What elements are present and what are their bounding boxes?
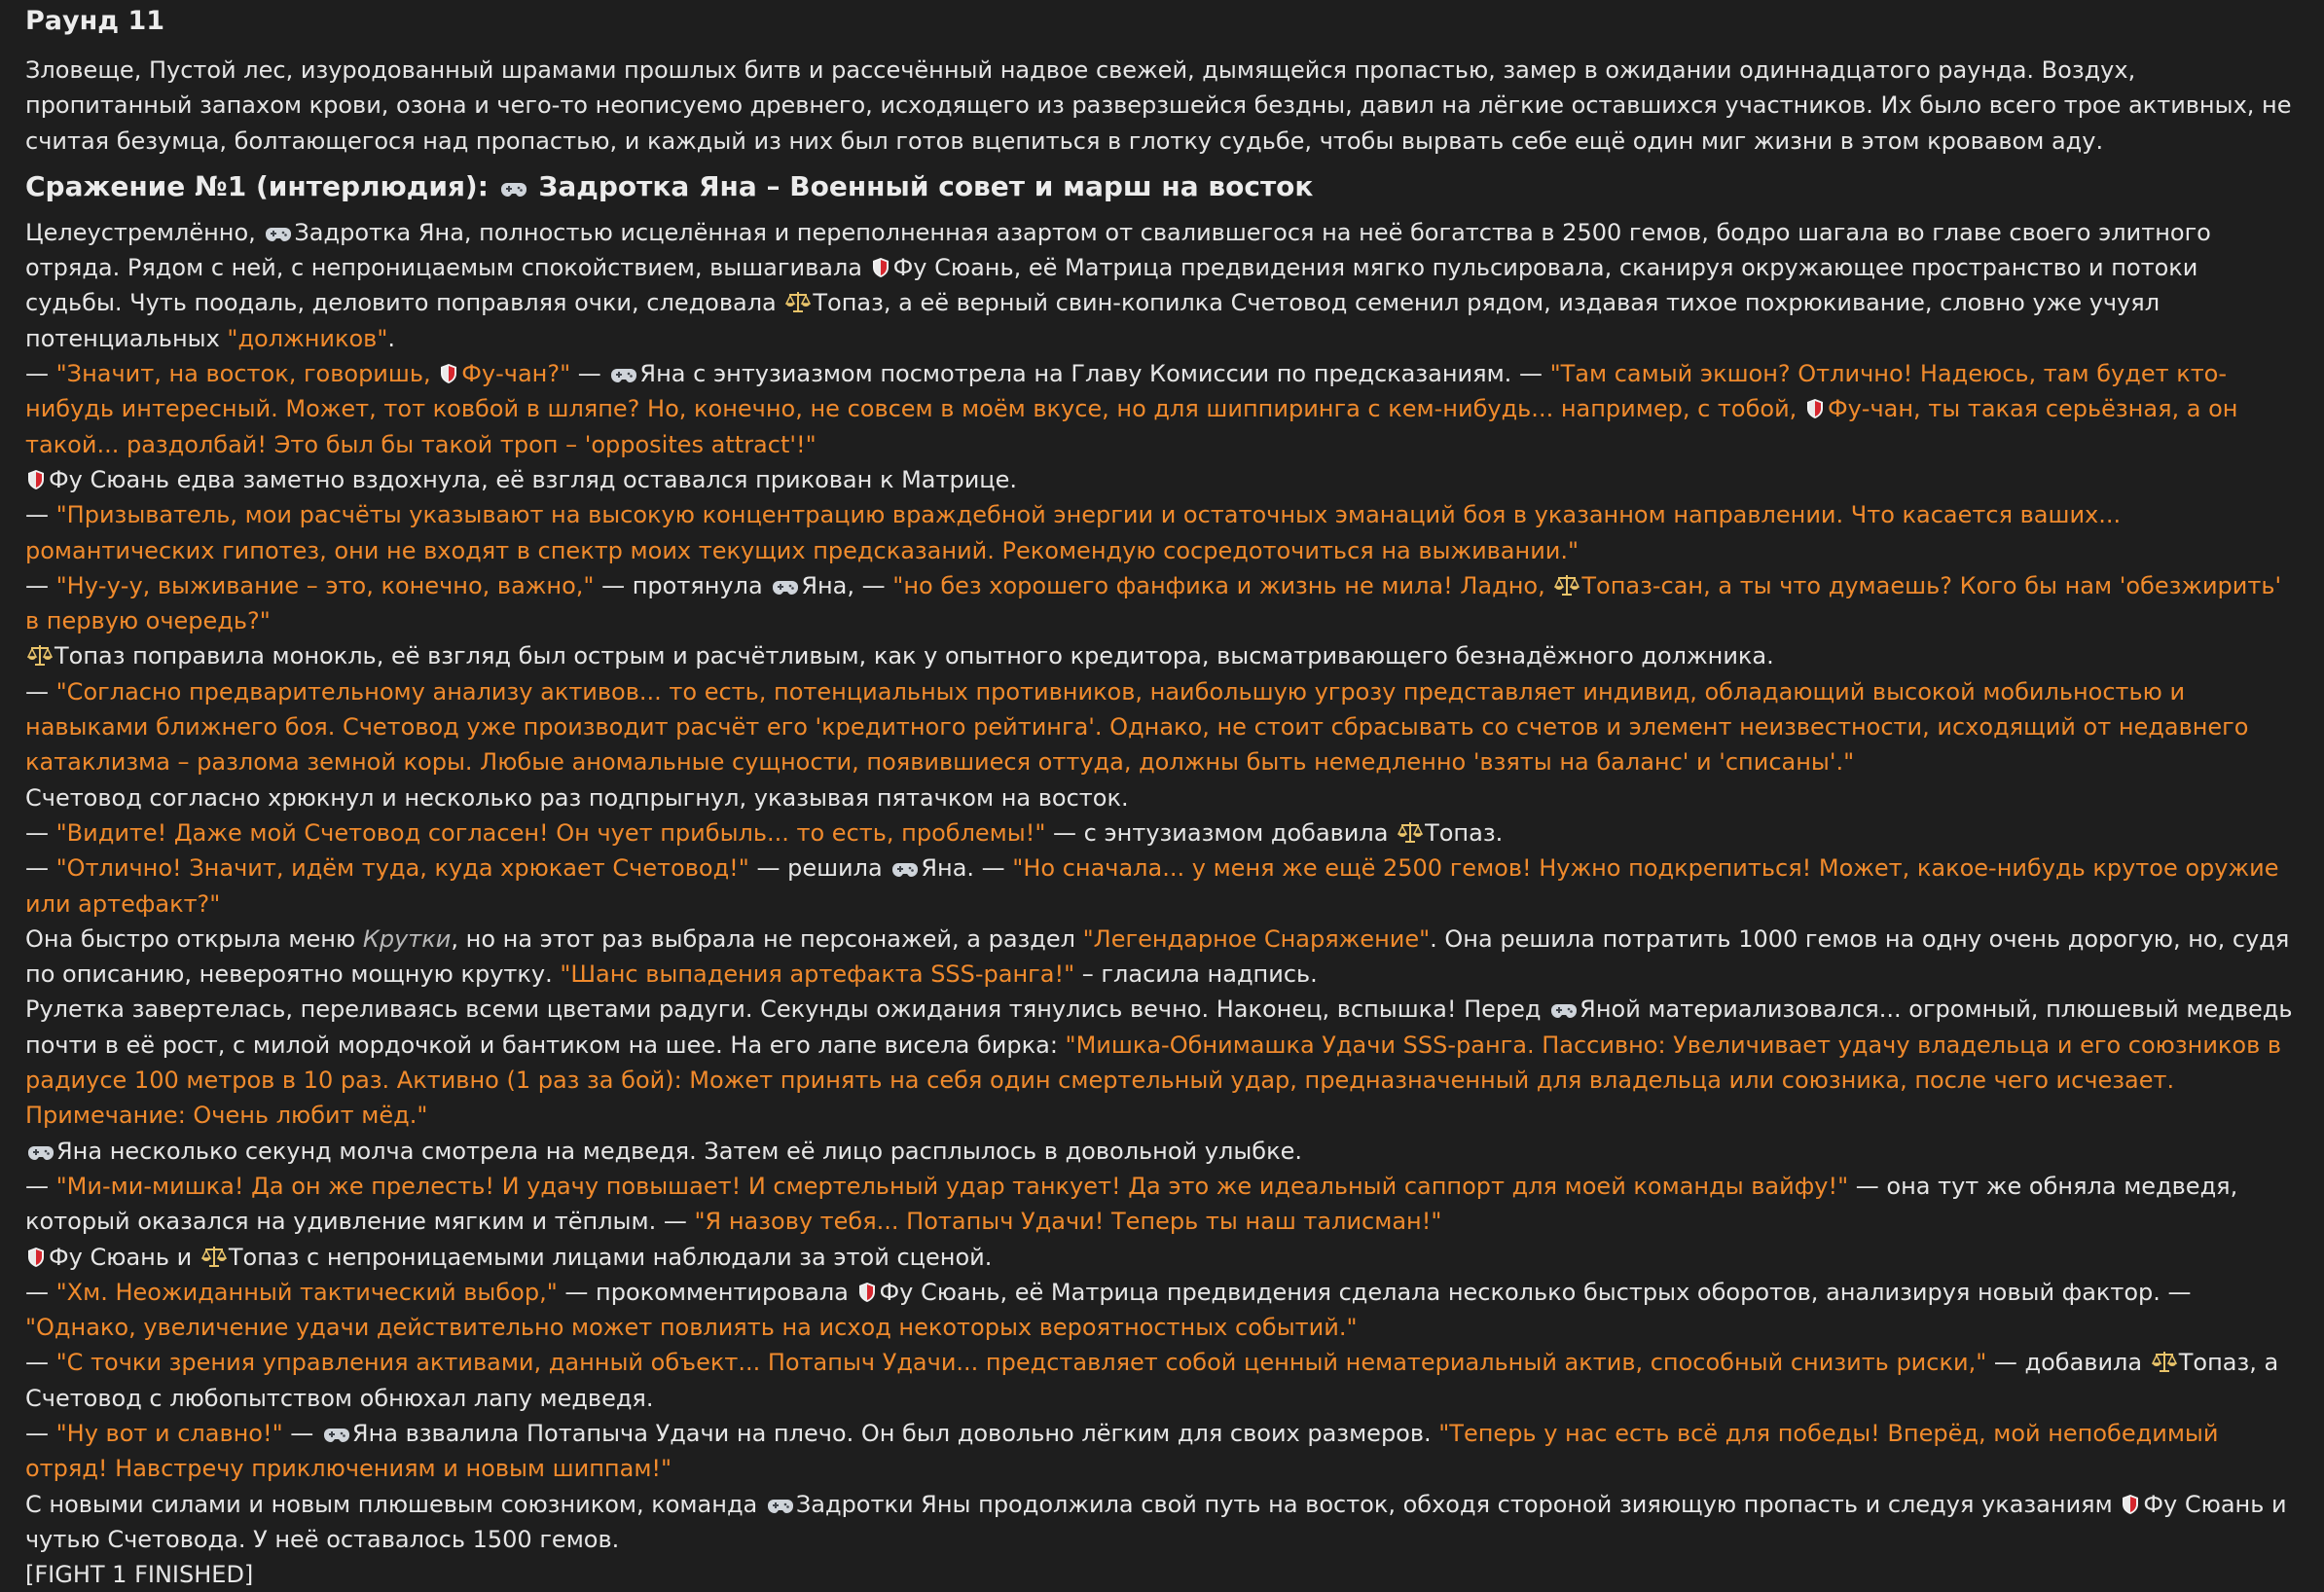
fight-heading xyxy=(25,168,2299,205)
narration-text: — xyxy=(25,1419,56,1447)
gamepad-icon xyxy=(611,368,636,383)
gamepad-icon xyxy=(768,1499,793,1514)
narration-text: — решила xyxy=(748,854,890,883)
story-paragraph xyxy=(25,1134,2299,1169)
narration-text: — добавила xyxy=(1986,1349,2150,1377)
gamepad-icon xyxy=(773,580,798,596)
round-title: Раунд 11 xyxy=(25,6,165,36)
dialogue-quote: Топаз-сан, а ты что думаешь? Кого бы нам 'обезжирить' в первую очередь?" xyxy=(25,571,2282,635)
narration-text: Яна несколько секунд молча смотрела на медведя. Затем её лицо расплылось в довольной улыбке. xyxy=(56,1137,1302,1165)
dialogue-quote: "С точки зрения управления активами, данный объект... Потапыч Удачи... представляет собой ценный нематериальный актив, способный снизить риски," xyxy=(55,1349,1987,1377)
dialogue-quote: Фу-чан?" xyxy=(461,360,571,388)
dialogue-quote: Фу-чан, ты такая серьёзная, а он такой... раздолбай! Это был бы такой троп – 'opposites attract'!" xyxy=(25,395,2238,458)
narration-text: — протянула xyxy=(594,571,771,599)
dialogue-quote: "Ну вот и славно!" xyxy=(55,1419,283,1447)
story-paragraph xyxy=(25,1345,2299,1416)
narration-text: — xyxy=(570,360,609,388)
narration-text: Яной материализовался... огромный, плюшевый медведь почти в её рост, с милой мордочкой и бантиком на шее. На его лапе висела бирка: xyxy=(25,995,2293,1059)
narration-text: — xyxy=(25,360,56,388)
dialogue-quote: "Но сначала... у меня же ещё 2500 гемов! Нужно подкрепиться! Может, какое-нибудь крутое оружие или артефакт?" xyxy=(25,854,2279,918)
story-paragraph xyxy=(25,1169,2299,1240)
dialogue-quote: "Ну-у-у, выживание – это, конечно, важно," xyxy=(55,571,595,599)
story-paragraph xyxy=(25,1487,2299,1558)
shield-icon xyxy=(1806,398,1824,419)
intro-paragraph: Зловеще, Пустой лес, изуродованный шрамами прошлых битв и рассечённый надвое свежей, дымящейся пропастью, замер в ожидании одиннадцатого раунда. Воздух, пропитанный запахом крови, озона и чего-то неописуемо древнего, исходящего из разверзшейся бездны, давил на лёгкие оставшихся участников. Их было всего трое активных, не считая безумца, болтающегося над пропастью, и каждый из них был готов вцепиться в глотку судьбе, чтобы вырвать себе ещё один миг жизни в этом кровавом аду. xyxy=(25,56,2292,155)
story-paragraph xyxy=(25,815,2299,850)
narration-text: — xyxy=(25,571,56,599)
narration-text: , но на этот раз выбрала не персонажей, а раздел xyxy=(451,924,1083,953)
story-paragraph xyxy=(25,1275,2299,1346)
narration-text: Задротка Яна, полностью исцелённая и переполненная азартом от свалившегося на неё богатства в 2500 гемов, бодро шагала во главе своего элитного отряда. Рядом с ней, с непроницаемым спокойствием, вышагивала xyxy=(25,218,2211,282)
narration-text: Фу Сюань и xyxy=(49,1243,200,1271)
narration-text: Топаз, а Счетовод с любопытством обнюхал лапу медведя. xyxy=(25,1349,2279,1412)
narration-text: . Она решила потратить 1000 гемов на одну очень дорогую, но, судя по описанию, невероятно мощную крутку. xyxy=(25,924,2290,989)
narration-text: [FIGHT 1 FINISHED] xyxy=(25,1561,254,1589)
narration-text: Она быстро открыла меню xyxy=(25,924,363,953)
dialogue-quote: "Шанс выпадения артефакта SSS-ранга!" xyxy=(560,960,1075,989)
shield-icon xyxy=(872,257,890,278)
narration-text: — xyxy=(25,1172,56,1200)
dialogue-quote: "Призыватель, мои расчёты указывают на высокую концентрацию враждебной энергии и остаточных эманаций боя в указанном направлении. Что касается ваших... романтических гипотез, они не входят в спектр моих текущих предсказаний. Рекомендую сосредоточиться на выживании." xyxy=(25,501,2122,564)
scales-icon xyxy=(201,1245,227,1268)
gamepad-icon xyxy=(1551,1003,1577,1019)
narration-text: Топаз. xyxy=(1425,818,1504,847)
narration-text: Фу Сюань и чутью Счетовода. У неё оставалось 1500 гемов. xyxy=(25,1490,2287,1553)
dialogue-quote: "Ми-ми-мишка! Да он же прелесть! И удачу повышает! И смертельный удар танкует! Да это же идеальный саппорт для моей команды вайфу!" xyxy=(55,1172,1849,1200)
dialogue-quote: "Хм. Неожиданный тактический выбор," xyxy=(55,1278,558,1306)
narration-text: Рулетка завертелась, переливаясь всеми цветами радуги. Секунды ожидания тянулись вечно. Наконец, вспышка! Перед xyxy=(25,995,1549,1024)
dialogue-quote: "Там самый экшон? Отлично! Надеюсь, там будет кто-нибудь интересный. Может, тот ковбой в шляпе? Но, конечно, не совсем в моём вкусе, но для шиппиринга с кем-нибудь... например, с тобой, xyxy=(25,360,2228,423)
story-paragraph xyxy=(25,1557,2299,1592)
story-body xyxy=(25,215,2299,1592)
dialogue-quote: "Видите! Даже мой Счетовод согласен! Он чует прибыль... то есть, проблемы!" xyxy=(55,818,1046,847)
dialogue-quote: "но без хорошего фанфика и жизнь не мила! Ладно, xyxy=(892,571,1553,599)
shield-icon xyxy=(27,469,45,490)
dialogue-quote: "Теперь у нас есть всё для победы! Вперёд, мой непобедимый отряд! Навстречу приключениям и новым шиппам!" xyxy=(25,1419,2219,1483)
narration-text: Топаз поправила монокль, её взгляд был острым и расчётливым, как у опытного кредитора, высматривающего безнадёжного должника. xyxy=(54,642,1774,670)
narration-text: — xyxy=(25,818,56,847)
narration-text: — xyxy=(25,501,56,529)
story-paragraph xyxy=(25,638,2299,673)
fight-heading-rest: Задротка Яна – Военный совет и марш на восток xyxy=(528,169,1314,202)
scales-icon xyxy=(785,290,811,313)
scales-icon xyxy=(1398,820,1423,844)
story-paragraph xyxy=(25,780,2299,815)
narration-text: Целеустремлённо, xyxy=(25,218,264,246)
narration-text: С новыми силами и новым плюшевым союзником, команда xyxy=(25,1490,765,1518)
story-paragraph xyxy=(25,215,2299,356)
narration-text: – гласила надпись. xyxy=(1074,960,1318,989)
narration-text: Топаз, а её верный свин-копилка Счетовод семенил рядом, издавая тихое похрюкивание, словно уже учуял потенциальных xyxy=(25,289,2161,352)
narration-text: — с энтузиазмом добавила xyxy=(1045,818,1397,847)
narration-text: — xyxy=(282,1419,321,1447)
shield-icon xyxy=(858,1282,876,1303)
shield-icon xyxy=(2122,1494,2139,1515)
story-paragraph xyxy=(25,356,2299,462)
scales-icon xyxy=(27,643,53,667)
dialogue-quote: "Значит, на восток, говоришь, xyxy=(55,360,439,388)
story-paragraph xyxy=(25,674,2299,780)
fight-heading-prefix: Сражение №1 (интерлюдия): xyxy=(25,169,498,202)
story-paragraph xyxy=(25,497,2299,568)
narration-text: Топаз с непроницаемыми лицами наблюдали за этой сценой. xyxy=(228,1243,993,1271)
story-paragraph xyxy=(25,850,2299,922)
gamepad-icon xyxy=(501,182,527,198)
shield-icon xyxy=(27,1247,45,1268)
narration-text: — xyxy=(25,854,56,883)
gamepad-icon xyxy=(28,1145,54,1161)
dialogue-quote: "Согласно предварительному анализу активов... то есть, потенциальных противников, наибольшую угрозу представляет индивид, обладающий высокой мобильностью и навыками ближнего боя. Счетовод уже производит расчёт его 'кредитного рейтинга'. Однако, не стоит сбрасывать со счетов и элемент неизвестности, исходящий от недавнего катаклизма – разлома земной коры. Любые аномальные сущности, появившиеся оттуда, должны быть немедленно 'взяты на баланс' и 'списаны'." xyxy=(25,677,2249,777)
narration-text: Задротки Яны продолжила свой путь на восток, обходя стороной зияющую пропасть и следуя указаниям xyxy=(795,1490,2121,1518)
dialogue-quote: "Однако, увеличение удачи действительно может повлиять на исход некоторых вероятностных событий." xyxy=(25,1314,1358,1342)
dialogue-quote: "Легендарное Снаряжение" xyxy=(1082,924,1431,953)
narration-text: Яна, — xyxy=(801,571,893,599)
narration-text: Фу Сюань, её Матрица предвидения мягко пульсировала, сканируя окружающее пространство и потоки судьбы. Чуть поодаль, деловито поправляя очки, следовала xyxy=(25,254,2198,317)
narration-text: — xyxy=(25,1349,56,1377)
dialogue-quote: "Я назову тебя... Потапыч Удачи! Теперь ты наш талисман!" xyxy=(694,1208,1442,1236)
dialogue-quote: "Отлично! Значит, идём туда, куда хрюкает Счетовод!" xyxy=(55,854,749,883)
scales-icon xyxy=(2152,1350,2177,1373)
gamepad-icon xyxy=(892,862,918,878)
shield-icon xyxy=(440,363,457,384)
narration-text: . xyxy=(387,324,395,352)
narration-text: — xyxy=(25,677,56,706)
story-paragraph xyxy=(25,568,2299,639)
story-paragraph xyxy=(25,992,2299,1133)
emphasis-text: Крутки xyxy=(362,924,452,953)
narration-text: Яна. — xyxy=(921,854,1013,883)
narration-text: — xyxy=(25,1278,56,1306)
narration-text: — прокомментировала xyxy=(557,1278,856,1306)
story-paragraph xyxy=(25,922,2299,993)
story-paragraph xyxy=(25,1416,2299,1487)
gamepad-icon xyxy=(324,1428,349,1443)
narration-text: Фу Сюань едва заметно вздохнула, её взгляд оставался прикован к Матрице. xyxy=(49,465,1018,493)
narration-text: Яна взвалила Потапыча Удачи на плечо. Он был довольно лёгким для своих размеров. xyxy=(351,1419,1439,1447)
scales-icon xyxy=(1554,573,1580,597)
story-paragraph xyxy=(25,462,2299,497)
narration-text: Фу Сюань, её Матрица предвидения сделала несколько быстрых оборотов, анализируя новый фактор. — xyxy=(879,1278,2192,1306)
gamepad-icon xyxy=(266,227,291,242)
story-paragraph xyxy=(25,1240,2299,1275)
narration-text: Яна с энтузиазмом посмотрела на Главу Комиссии по предсказаниям. — xyxy=(639,360,1550,388)
narration-text: Счетовод согласно хрюкнул и несколько раз подпрыгнул, указывая пятачком на восток. xyxy=(25,783,1129,812)
narration-text: — она тут же обняла медведя, который оказался на удивление мягким и тёплым. — xyxy=(25,1172,2238,1236)
dialogue-quote: "Мишка-Обнимашка Удачи SSS-ранга. Пассивно: Увеличивает удачу владельца и его союзников в радиусе 100 метров в 10 раз. Активно (1 раз за бой): Может принять на себя один смертельный удар, предназначенный для владельца или союзника, после чего исчезает. Примечание: Очень любит мёд." xyxy=(25,1031,2282,1130)
dialogue-quote: "должников" xyxy=(227,324,388,352)
